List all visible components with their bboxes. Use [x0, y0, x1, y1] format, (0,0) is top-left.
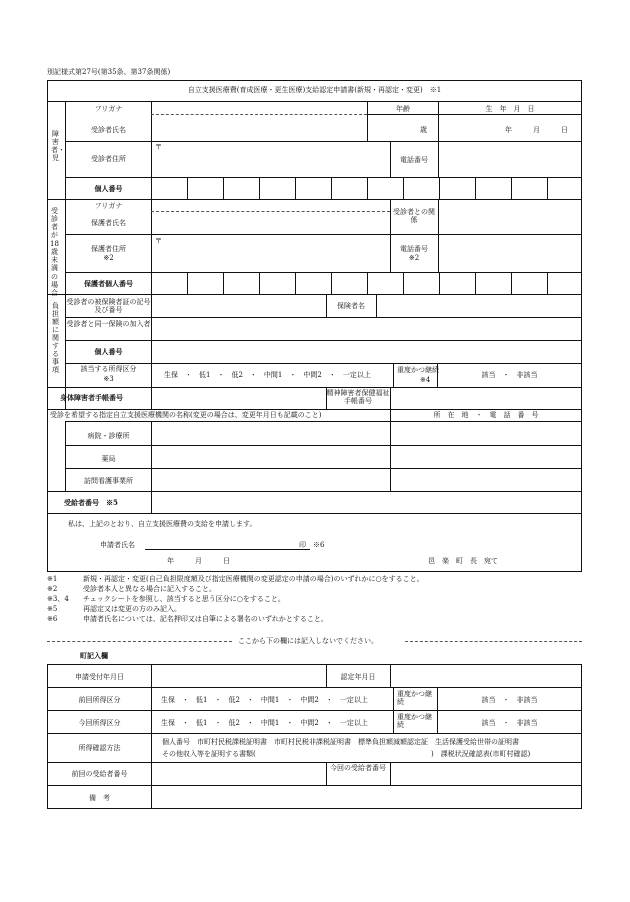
insurer-field[interactable]: [377, 295, 581, 317]
curr-recipient-label: 今回の受給者番号: [330, 764, 386, 772]
patient-name-field[interactable]: [152, 115, 366, 140]
patient-address-field[interactable]: [152, 142, 389, 177]
patient-section-label: 障害者・児: [51, 130, 65, 162]
form-number-label: 別記様式第27号(第35条、第37条関係): [47, 68, 171, 76]
prev-severe-options[interactable]: 該当 ・ 非該当: [481, 696, 538, 704]
guardian-furigana-label: フリガナ: [94, 202, 123, 210]
declaration-text: 私は、上記のとおり、自立支援医療費の支給を申請します。: [68, 520, 257, 528]
postal-mark: 〒: [155, 143, 162, 151]
hospital-name-field[interactable]: [152, 422, 389, 444]
same-insurance-label: 受診者と同一保険の加入者: [66, 320, 151, 328]
applicant-name-field[interactable]: [145, 549, 310, 550]
check-method-options[interactable]: 個人番号 市町村民税課税証明書 市町村民税非課税証明書 標準負担額減額認定証 生活保護受給世帯の証明書: [162, 738, 519, 746]
guardian-postal-mark: 〒: [155, 237, 162, 245]
seal-mark: 印 ※6: [299, 541, 325, 549]
guardian-address-note: ※2: [103, 254, 114, 262]
income-class-options[interactable]: 生保 ・ 低1 ・ 低2 ・ 中間1 ・ 中間2 ・ 一定以上: [164, 371, 371, 379]
recipient-number-field[interactable]: [152, 492, 581, 512]
same-insurance-field[interactable]: [152, 318, 581, 340]
income-class-label: 該当する所得区分: [80, 365, 137, 373]
age-unit: 歳: [420, 126, 427, 134]
mental-handbook-label: 精神障害者保健福祉手帳番号: [326, 389, 390, 405]
nursing-address-field[interactable]: [391, 469, 581, 490]
income-class-note: ※3: [103, 375, 114, 383]
application-date: 年 月 日: [167, 557, 230, 565]
insurance-card-field[interactable]: [152, 295, 325, 317]
patient-phone-label: 電話番号: [400, 156, 428, 164]
applicant-name-label: 申請者氏名: [100, 541, 135, 549]
nursing-name-field[interactable]: [152, 469, 389, 490]
guardian-condition-label-2: 18歳未満: [50, 240, 59, 272]
hospital-address-field[interactable]: [391, 422, 581, 444]
office-use-table: [47, 664, 582, 809]
guardian-id-label: 保護者個人番号: [84, 279, 133, 288]
prev-recipient-label: 前回の受給者番号: [71, 770, 128, 778]
prev-income-label: 前回所得区分: [78, 696, 121, 704]
severe-options[interactable]: 該当 ・ 非該当: [481, 371, 538, 379]
note-mark: ※1: [47, 575, 58, 583]
note-mark: ※6: [47, 615, 58, 623]
guardian-name-field[interactable]: [152, 212, 389, 234]
guardian-id-number-field[interactable]: [151, 272, 582, 294]
patient-furigana-label: フリガナ: [94, 105, 123, 113]
note-text: チェックシートを参照し、該当すると思う区分に○をすること。: [83, 595, 285, 603]
received-date-label: 申請受付年月日: [75, 673, 124, 681]
note-text: 申請者氏名については、記名押印又は自筆による署名のいずれかとすること。: [83, 615, 328, 623]
mental-handbook-field[interactable]: [391, 388, 581, 408]
guardian-name-label: 保護者氏名: [91, 219, 126, 227]
note-mark: ※3、4: [47, 595, 69, 603]
guardian-condition-label-1: 受診者が: [51, 207, 58, 239]
pharmacy-label: 薬局: [101, 455, 116, 463]
divider-line-right: [405, 641, 582, 642]
disability-handbook-label: 身体障害者手帳番号: [60, 393, 123, 402]
insured-id-label: 個人番号: [94, 347, 123, 356]
guardian-address-label: 保護者住所: [91, 245, 126, 253]
approved-date-label: 認定年月日: [340, 673, 376, 681]
insurer-label: 保険者名: [337, 302, 365, 310]
note-mark: ※5: [47, 605, 58, 613]
patient-id-label: 個人番号: [94, 184, 123, 193]
institution-header: 受診を希望する指定自立支援医療機関の名称(変更の場合は、変更年月日も記載のこと): [50, 411, 322, 419]
divider-line-left: [47, 641, 232, 642]
burden-section-label: 負担額に関する事項: [52, 302, 59, 374]
institution-address-header: 所 在 地 ・ 電 話 番 号: [433, 411, 539, 419]
other-income-docs[interactable]: その他収入等を証明する書類(: [162, 750, 256, 758]
hospital-label: 病院・診療所: [87, 432, 130, 440]
prev-severe-label: 重度かつ継続: [397, 690, 432, 706]
relation-field[interactable]: [439, 200, 581, 234]
disability-handbook-field[interactable]: [152, 388, 325, 408]
insurance-card-label: 受診者の被保険者証の記号及び番号: [66, 298, 151, 314]
dob-header: 生 年 月 日: [485, 105, 535, 113]
severe-note: ※4: [420, 376, 431, 384]
curr-severe-options[interactable]: 該当 ・ 非該当: [481, 719, 538, 727]
dob-value: 年 月 日: [505, 126, 568, 134]
pharmacy-name-field[interactable]: [152, 446, 389, 467]
note-text: 受診者本人と異なる場合に記入すること。: [83, 585, 216, 593]
prev-income-options[interactable]: 生保 ・ 低1 ・ 低2 ・ 中間1 ・ 中間2 ・ 一定以上: [161, 696, 368, 704]
tax-status-check[interactable]: ) 課税状況確認表(市町村確認): [431, 750, 531, 758]
guardian-phone-label: 電話番号: [400, 245, 428, 253]
office-heading: 町記入欄: [80, 651, 108, 660]
recipient-number-label: 受給者番号 ※5: [64, 498, 118, 507]
guardian-condition-label-3: の場合: [51, 273, 58, 297]
form-title: 自立支援医療費(育成医療・更生医療)支給認定申請書(新規・再認定・変更) ※1: [187, 86, 442, 94]
patient-name-label: 受診者氏名: [91, 126, 126, 134]
divider-text: ここから下の欄には記入しないでください。: [238, 637, 378, 645]
relation-label: 受診者との関係: [393, 208, 435, 224]
patient-id-number-field[interactable]: [151, 177, 582, 199]
age-label: 年齢: [396, 105, 410, 113]
pharmacy-address-field[interactable]: [391, 446, 581, 467]
note-text: 再認定又は変更の方のみ記入。: [83, 605, 181, 613]
guardian-phone-note: ※2: [408, 254, 420, 262]
note-mark: ※2: [47, 585, 58, 593]
curr-income-options[interactable]: 生保 ・ 低1 ・ 低2 ・ 中間1 ・ 中間2 ・ 一定以上: [161, 719, 368, 727]
remarks-label: 備 考: [89, 794, 110, 802]
nursing-label: 訪問看護事業所: [84, 477, 133, 485]
patient-address-label: 受診者住所: [91, 155, 126, 163]
curr-severe-label: 重度かつ継続: [397, 713, 432, 729]
severe-label: 重度かつ継続: [397, 366, 439, 374]
curr-income-label: 今回所得区分: [78, 719, 121, 727]
note-text: 新規・再認定・変更(自己負担限度額及び指定医療機関の変更認定の申請の場合)のいずれかに○をすること。: [83, 575, 424, 583]
check-method-label: 所得確認方法: [78, 744, 121, 752]
insured-id-field[interactable]: [152, 341, 581, 363]
addressee: 邑 楽 町 長 宛て: [428, 557, 498, 565]
patient-phone-field[interactable]: [439, 142, 581, 177]
guardian-address-field[interactable]: [152, 235, 389, 271]
guardian-phone-field[interactable]: [439, 235, 581, 271]
